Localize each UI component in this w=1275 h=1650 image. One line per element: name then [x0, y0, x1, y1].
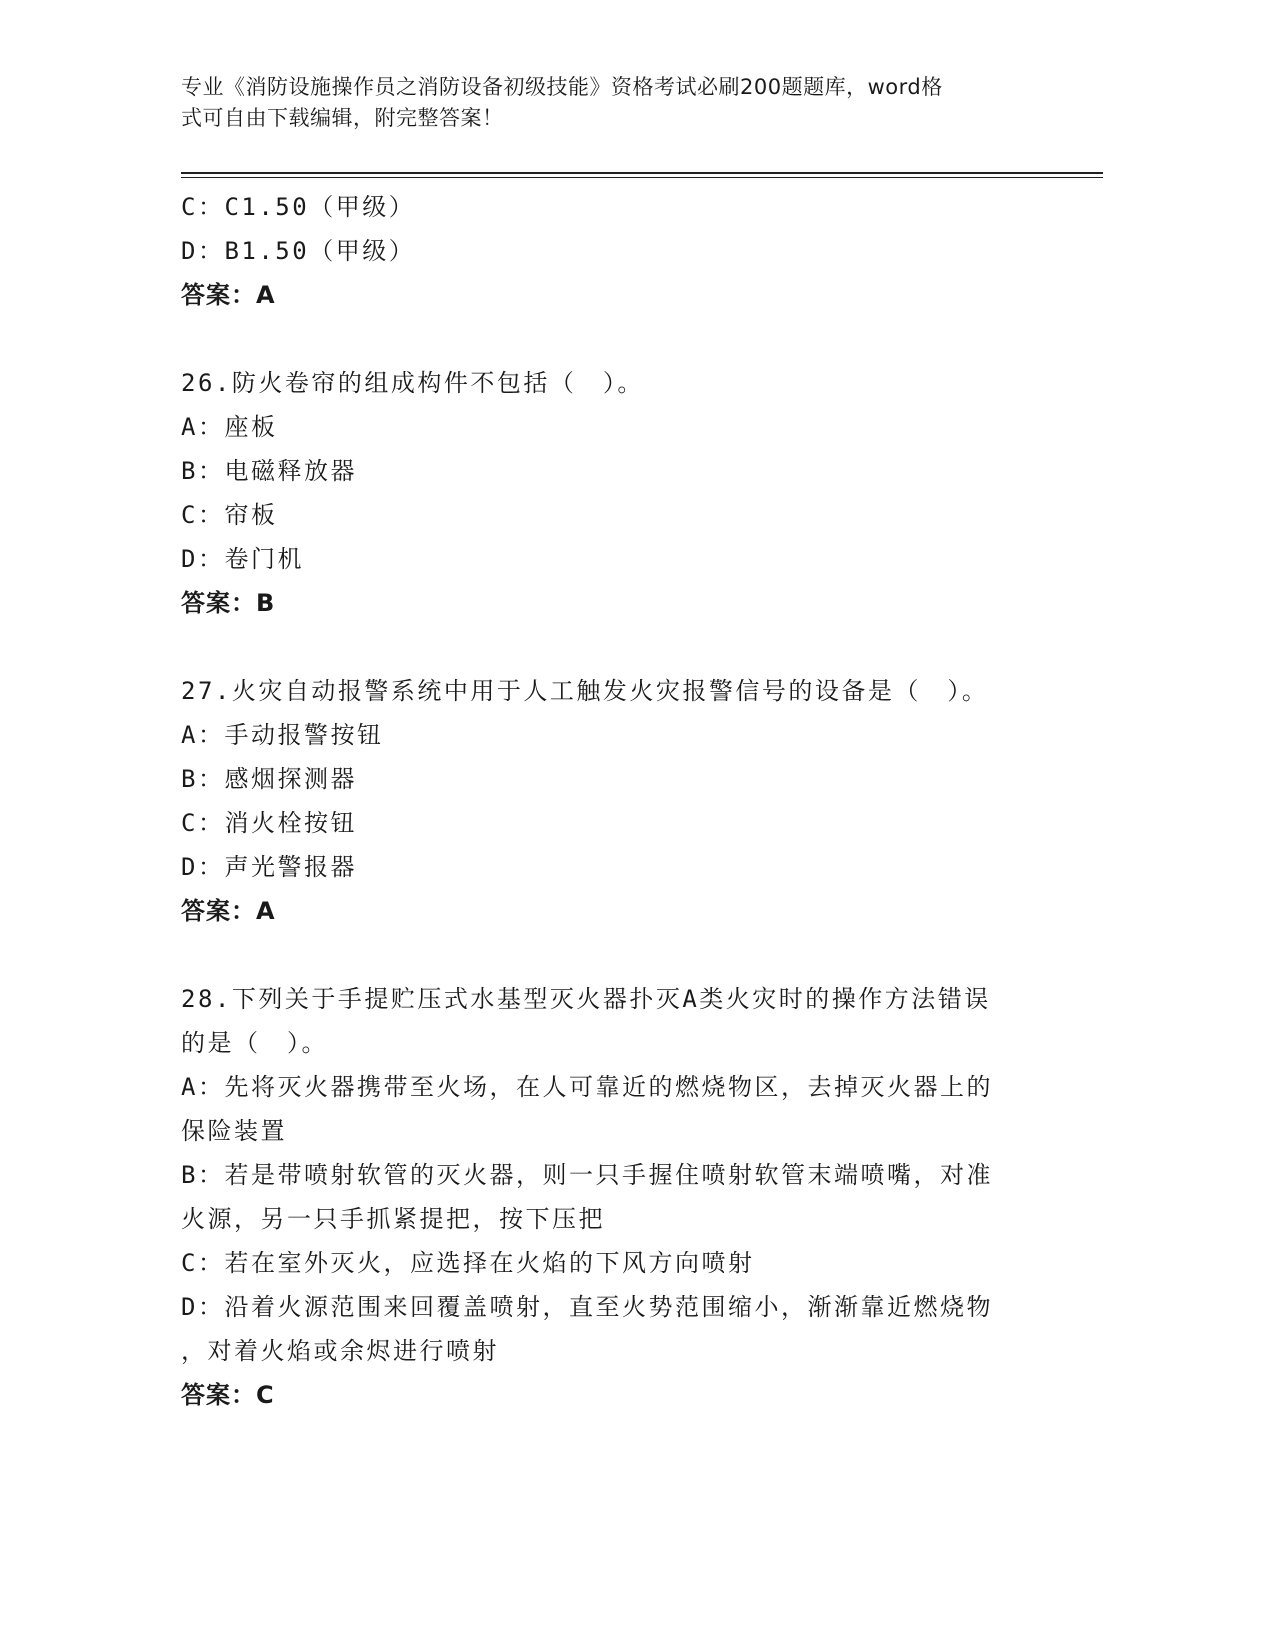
header-rule-thick	[181, 172, 1103, 174]
question-27	[181, 669, 1081, 933]
question-28	[181, 977, 1081, 1417]
header-line-2: 式可自由下载编辑，附完整答案！	[181, 106, 504, 130]
option-b-line-1: B：若是带喷射软管的灭火器，则一只手握住喷射软管末端喷嘴，对准	[181, 1161, 993, 1189]
answer: 答案：A	[181, 897, 276, 925]
question-stem: 26.防火卷帘的组成构件不包括（ ）。	[181, 369, 644, 397]
option-a-line-2: 保险装置	[181, 1117, 287, 1145]
option-d: D：B1.50（甲级）	[181, 237, 416, 265]
question-26	[181, 361, 1081, 625]
option-d-line-2: ，对着火焰或余烬进行喷射	[181, 1337, 499, 1365]
answer: 答案：B	[181, 589, 276, 617]
option-d: D：声光警报器	[181, 853, 357, 881]
option-c: C：C1.50（甲级）	[181, 193, 416, 221]
option-d-line-1: D：沿着火源范围来回覆盖喷射，直至火势范围缩小，渐渐靠近燃烧物	[181, 1293, 993, 1321]
option-b: B：电磁释放器	[181, 457, 357, 485]
option-b-line-2: 火源，另一只手抓紧提把，按下压把	[181, 1205, 605, 1233]
question-stem: 27.火灾自动报警系统中用于人工触发火灾报警信号的设备是（ ）。	[181, 677, 989, 705]
page-header	[181, 72, 1061, 134]
question-stem-line-1: 28.下列关于手提贮压式水基型灭火器扑灭A类火灾时的操作方法错误	[181, 985, 991, 1013]
question-content	[181, 185, 1081, 1417]
previous-question-tail	[181, 185, 1081, 317]
question-stem-line-2: 的是（ ）。	[181, 1029, 328, 1057]
answer: 答案：C	[181, 1381, 275, 1409]
option-b: B：感烟探测器	[181, 765, 357, 793]
header-rule-thin	[181, 177, 1103, 178]
option-a-line-1: A：先将灭火器携带至火场，在人可靠近的燃烧物区，去掉灭火器上的	[181, 1073, 993, 1101]
option-c: C：消火栓按钮	[181, 809, 357, 837]
option-d: D：卷门机	[181, 545, 304, 573]
option-a: A：手动报警按钮	[181, 721, 384, 749]
header-line-1: 专业《消防设施操作员之消防设备初级技能》资格考试必刷200题题库，word格	[181, 75, 943, 99]
option-c: C：若在室外灭火，应选择在火焰的下风方向喷射	[181, 1249, 755, 1277]
option-a: A：座板	[181, 413, 278, 441]
option-c: C：帘板	[181, 501, 278, 529]
answer: 答案：A	[181, 281, 276, 309]
